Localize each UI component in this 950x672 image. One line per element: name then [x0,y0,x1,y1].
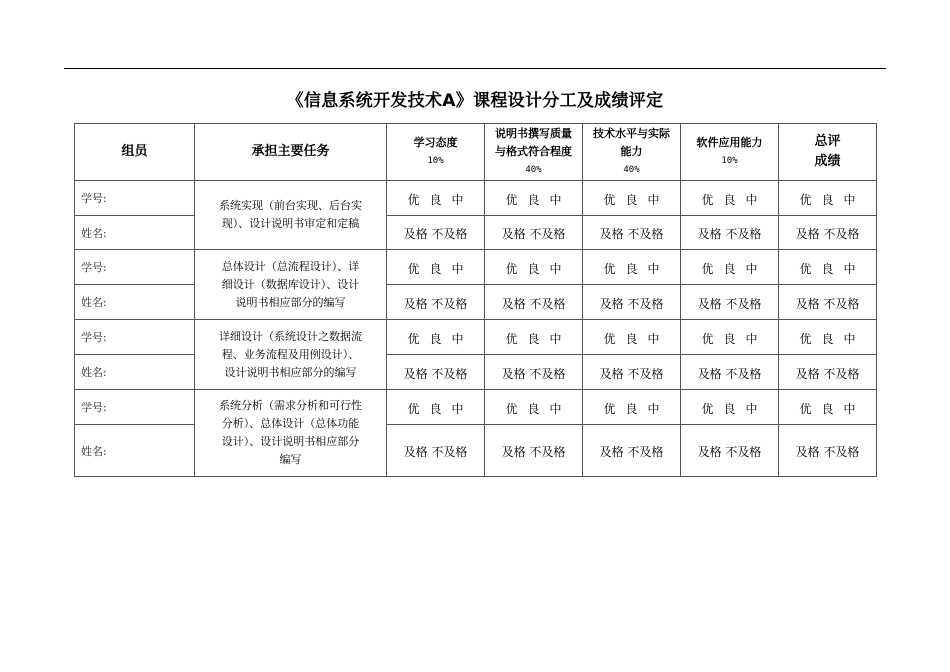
grade-pass: 及格 [599,296,624,311]
task-description: 系统实现（前台实现、后台实 现）、设计说明书审定和定稿 [195,181,387,250]
document-title: 《信息系统开发技术A》课程设计分工及成绩评定 [286,91,664,111]
grade-excellent: 优 [799,331,812,346]
grade-good: 良 [527,331,540,346]
grade-pass: 及格 [501,445,526,459]
grade-good: 良 [723,192,736,207]
grade-options-top[interactable] [681,320,779,355]
grade-excellent: 优 [799,192,812,207]
grade-options-top[interactable] [583,250,681,285]
grade-medium: 中 [843,192,856,207]
member-row-id [75,320,877,355]
header-software-ability: 软件应用能力 10% [681,124,779,181]
grade-excellent: 优 [407,261,420,276]
grade-pass: 及格 [403,227,428,241]
member-row-id [75,250,877,285]
grade-medium: 中 [745,331,758,346]
grade-options-top[interactable] [681,181,779,216]
grade-pass: 及格 [697,296,722,311]
grade-good: 良 [821,401,834,416]
grade-medium: 中 [647,331,660,346]
grade-good: 良 [821,331,834,346]
grade-fail: 不及格 [627,445,664,459]
grade-pass: 及格 [599,227,624,241]
grade-options-bottom[interactable] [779,425,877,477]
grade-medium: 中 [745,192,758,207]
grade-excellent: 优 [603,401,616,416]
name-label: 姓名: [75,425,195,477]
grade-options-bottom[interactable] [387,285,485,320]
grade-options-top[interactable] [681,390,779,425]
grade-options-bottom[interactable] [583,216,681,250]
grade-excellent: 优 [799,401,812,416]
grade-excellent: 优 [407,401,420,416]
grade-medium: 中 [647,261,660,276]
header-attitude: 学习态度 10% [387,124,485,181]
grade-fail: 不及格 [725,296,762,311]
grade-fail: 不及格 [431,445,468,459]
grade-good: 良 [723,261,736,276]
grade-excellent: 优 [505,261,518,276]
grade-pass: 及格 [795,296,820,311]
grade-good: 良 [821,192,834,207]
grade-excellent: 优 [407,331,420,346]
student-id-label: 学号: [75,390,195,425]
grade-options-bottom[interactable] [485,216,583,250]
grade-medium: 中 [549,401,562,416]
grade-options-top[interactable] [779,320,877,355]
grade-pass: 及格 [697,227,722,241]
grade-fail: 不及格 [725,227,762,241]
grade-table [74,123,877,477]
grade-medium: 中 [843,401,856,416]
grade-medium: 中 [451,331,464,346]
grade-fail: 不及格 [529,296,566,311]
grade-good: 良 [821,261,834,276]
grade-good: 良 [429,401,442,416]
grade-pass: 及格 [599,445,624,459]
grade-fail: 不及格 [431,366,468,381]
grade-medium: 中 [549,192,562,207]
student-id-label: 学号: [75,181,195,216]
grade-options-bottom[interactable] [583,425,681,477]
grade-options-bottom[interactable] [681,425,779,477]
grade-options-top[interactable] [387,181,485,216]
grade-options-bottom[interactable] [583,285,681,320]
grade-medium: 中 [451,401,464,416]
grade-fail: 不及格 [823,366,860,381]
grade-good: 良 [429,331,442,346]
grade-excellent: 优 [407,192,420,207]
student-id-label: 学号: [75,250,195,285]
grade-good: 良 [527,192,540,207]
grade-excellent: 优 [701,261,714,276]
grade-fail: 不及格 [529,227,566,241]
name-label: 姓名: [75,355,195,390]
grade-options-top[interactable] [485,320,583,355]
grade-options-bottom[interactable] [583,355,681,390]
grade-fail: 不及格 [529,445,566,459]
grade-pass: 及格 [599,366,624,381]
grade-pass: 及格 [501,296,526,311]
grade-pass: 及格 [795,445,820,459]
grade-options-top[interactable] [387,320,485,355]
grade-fail: 不及格 [823,445,860,459]
grade-options-bottom[interactable] [387,216,485,250]
grade-medium: 中 [843,331,856,346]
top-divider [64,68,886,69]
grade-options-top[interactable] [779,250,877,285]
grade-medium: 中 [843,261,856,276]
grade-pass: 及格 [501,366,526,381]
grade-options-bottom[interactable] [387,425,485,477]
grade-options-bottom[interactable] [681,285,779,320]
grade-fail: 不及格 [627,296,664,311]
member-row-id [75,390,877,425]
grade-options-bottom[interactable] [779,285,877,320]
grade-medium: 中 [745,401,758,416]
grade-options-top[interactable] [583,390,681,425]
grade-good: 良 [527,261,540,276]
grade-excellent: 优 [603,331,616,346]
grade-options-top[interactable] [387,390,485,425]
grade-fail: 不及格 [529,366,566,381]
grade-options-bottom[interactable] [485,285,583,320]
header-total-score: 总评 成绩 [779,124,877,181]
grade-excellent: 优 [505,192,518,207]
grade-good: 良 [527,401,540,416]
grade-options-bottom[interactable] [485,425,583,477]
grade-pass: 及格 [795,227,820,241]
grade-fail: 不及格 [823,227,860,241]
grade-excellent: 优 [603,261,616,276]
grade-options-bottom[interactable] [681,216,779,250]
grade-medium: 中 [549,331,562,346]
grade-excellent: 优 [505,401,518,416]
grade-options-bottom[interactable] [681,355,779,390]
grade-pass: 及格 [403,366,428,381]
grade-options-bottom[interactable] [779,355,877,390]
grade-good: 良 [723,331,736,346]
name-label: 姓名: [75,216,195,250]
header-task: 承担主要任务 [195,124,387,181]
grade-options-bottom[interactable] [779,216,877,250]
header-document-quality: 说明书撰写质量 与格式符合程度 40% [485,124,583,181]
task-description: 总体设计（总流程设计）、详 细设计（数据库设计）、设计 说明书相应部分的编写 [195,250,387,320]
task-description: 系统分析（需求分析和可行性 分析）、总体设计（总体功能 设计）、设计说明书相应部分 编写 [195,390,387,477]
grade-options-top[interactable] [583,320,681,355]
grade-good: 良 [625,401,638,416]
grade-excellent: 优 [701,401,714,416]
grade-options-top[interactable] [681,250,779,285]
grade-excellent: 优 [505,331,518,346]
grade-good: 良 [625,331,638,346]
header-member: 组员 [75,124,195,181]
header-technical-level: 技术水平与实际 能力 40% [583,124,681,181]
grade-pass: 及格 [795,366,820,381]
member-row-id [75,181,877,216]
grade-fail: 不及格 [627,227,664,241]
name-label: 姓名: [75,285,195,320]
grade-medium: 中 [647,401,660,416]
grade-good: 良 [625,192,638,207]
grade-pass: 及格 [697,366,722,381]
grade-pass: 及格 [403,296,428,311]
grade-fail: 不及格 [725,366,762,381]
task-description: 详细设计（系统设计之数据流 程、业务流程及用例设计）、 设计说明书相应部分的编写 [195,320,387,390]
grade-medium: 中 [745,261,758,276]
grade-medium: 中 [451,192,464,207]
grade-pass: 及格 [501,227,526,241]
grade-good: 良 [723,401,736,416]
header-row [75,124,877,181]
grade-pass: 及格 [403,445,428,459]
grade-good: 良 [429,192,442,207]
student-id-label: 学号: [75,320,195,355]
grade-excellent: 优 [701,331,714,346]
grade-medium: 中 [647,192,660,207]
grade-excellent: 优 [799,261,812,276]
grade-excellent: 优 [603,192,616,207]
grade-medium: 中 [549,261,562,276]
grade-fail: 不及格 [627,366,664,381]
grade-fail: 不及格 [431,296,468,311]
grade-good: 良 [429,261,442,276]
grade-options-top[interactable] [779,181,877,216]
grade-options-top[interactable] [485,390,583,425]
grade-options-bottom[interactable] [387,355,485,390]
grade-options-top[interactable] [779,390,877,425]
grade-options-top[interactable] [485,181,583,216]
grade-medium: 中 [451,261,464,276]
grade-options-top[interactable] [583,181,681,216]
grade-good: 良 [625,261,638,276]
grade-fail: 不及格 [823,296,860,311]
grade-fail: 不及格 [725,445,762,459]
grade-options-top[interactable] [485,250,583,285]
grade-pass: 及格 [697,445,722,459]
grade-fail: 不及格 [431,227,468,241]
grade-options-bottom[interactable] [485,355,583,390]
grade-excellent: 优 [701,192,714,207]
grade-options-top[interactable] [387,250,485,285]
